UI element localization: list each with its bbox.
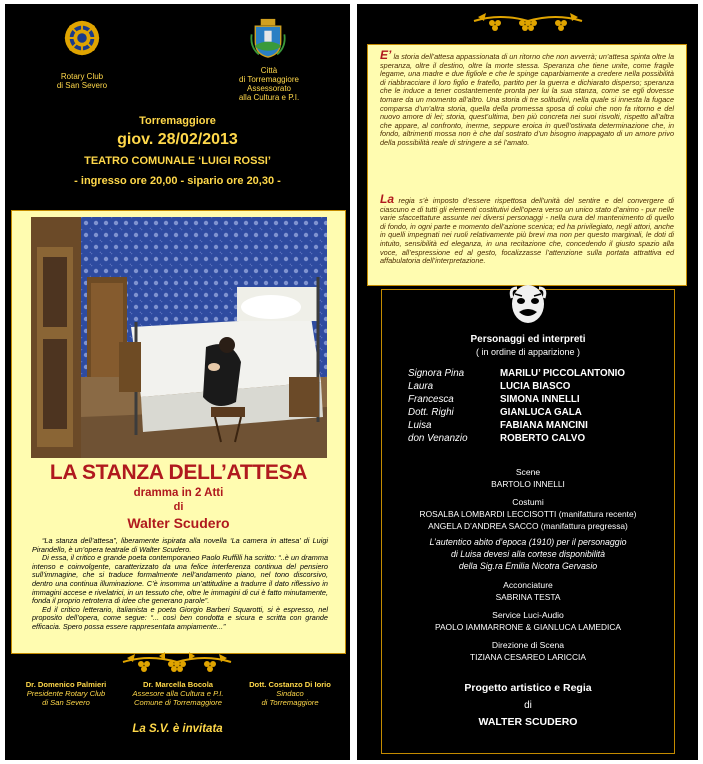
direzione-heading: Direzione di Scena bbox=[491, 640, 565, 650]
acconciature-heading: Acconciature bbox=[503, 580, 553, 590]
play-description bbox=[32, 537, 328, 632]
acconciature-value: SABRINA TESTA bbox=[495, 592, 561, 602]
venue: TEATRO COMUNALE ‘LUIGI ROSSI’ bbox=[84, 155, 271, 167]
event-date: giov. 28/02/2013 bbox=[117, 131, 238, 148]
synopsis-paragraph-2: La regia s’è imposto d’essere rispettosa dell’unità del sentire e del convergere di ciascuno e di tutti gli elementi costitutivi dell’opera verso un unico stato d’animo - pur nelle varie sfaccettature assunte nei diversi personaggi - nella cura del mantenimento di quello di fondo, in ogni parte e momento dell’azione scenica; ed ha privilegiato, negli attori, anche in quelli impegnati nei ruoli relativamente più brevi ma non per questo marginali, le doti di intuito, sensibilità ed eleganza, in una recitazione che, concedendo il giusto spazio alla voce, all’espressione ed al gesto, focalizzasse l’attenzione sulla portata attrattiva ed affabulatoria dell’interpretazione. bbox=[380, 192, 674, 266]
luci-value: PAOLO IAMMARRONE & GIANLUCA LAMEDICA bbox=[435, 622, 621, 632]
grapes-ornament-icon bbox=[119, 652, 235, 674]
grapes-ornament-top-icon bbox=[470, 10, 586, 34]
scene-value: BARTOLO INNELLI bbox=[491, 479, 565, 489]
cast-subheading: ( in ordine di apparizione ) bbox=[475, 347, 581, 357]
signature-bocola: Dr. Marcella Bocola Assesore alla Cultura e P.I. Comune di Torremaggiore bbox=[132, 680, 224, 707]
play-author: Walter Scudero bbox=[127, 515, 230, 531]
description-paragraph-3: Ed il critico letterario, italianista e poeta Giorgio Barberi Squarotti, si è espresso, nel proposito dell’opera, come segue: “... così ben condotta e sicura e scritta con grande efficacia. Spero possa essere rappresentata ampiamente...” bbox=[32, 604, 328, 631]
rotary-caption: Rotary Club di San Severo bbox=[56, 72, 108, 90]
costumi-value-1: ROSALBA LOMBARDI LECCISOTTI (manifattura recente) bbox=[419, 509, 637, 519]
signature-di-iorio: Dott. Costanzo Di Iorio Sindaco di Torremaggiore bbox=[249, 680, 331, 707]
painting-image bbox=[31, 217, 327, 458]
direzione-value: TIZIANA CESAREO LARICCIA bbox=[470, 652, 586, 662]
left-panel bbox=[5, 4, 350, 760]
author-di: di bbox=[173, 501, 184, 513]
theatre-mask-icon bbox=[509, 284, 547, 326]
play-subtitle: dramma in 2 Atti bbox=[133, 487, 224, 499]
signature-palmieri: Dr. Domenico Palmieri Presidente Rotary Club di San Severo bbox=[25, 680, 107, 707]
rotary-logo bbox=[63, 18, 101, 58]
progetto-di: di bbox=[524, 700, 532, 711]
abito-note-2: di Luisa devesi alla cortese disponibilità bbox=[450, 549, 606, 559]
synopsis-card bbox=[367, 44, 687, 286]
luci-heading: Service Luci-Audio bbox=[492, 610, 564, 620]
abito-note-3: della Sig.ra Emilia Nicotra Gervasio bbox=[458, 561, 598, 571]
invite-text: La S.V. è invitata bbox=[132, 723, 223, 735]
synopsis-paragraph-1: E’ la storia dell’attesa appassionata di un ritorno che non avverrà; un’attesa spinta oltre la speranza, oltre il destino, oltre la morte stessa. Speranza che tiene unite, come fragile legame, una madre e due figliole e che le spinge caparbiamente a credere nella possibilità di riabbracciare il loro figlio e fratello, partito per la guerra e dichiarato disperso; speranza che le induce a tener costantemente pronta per lui la sua stanza, come se egli dovesse tornare da un momento all’altro. Una storia di tre solitudini, nella quale si innesta la fugace comparsa d’un’altra storia, quella della promessa sposa di colui che non fa ritorno e del nuovo amore di lei; storia, quest’ultima, ben più concreta nei suoi risvolti, rispetto all’altra che appare, al confronto, inerme, seppure eroica in quell’ostinata determinazione che, in fondo, altrimenti mossa non è che dal sostrato d’un bisogno inappagato di un amore privo della possibilità reale di stringere a sé l’amato. bbox=[380, 48, 675, 147]
cast-heading: Personaggi ed interpreti bbox=[470, 334, 586, 345]
cast-box: Personaggi ed interpreti ( in ordine di apparizione ) Signora Pina MARILU’ PICCOLANTONIO Laura LUCIA BIASCO Francesca SIMONA INNELLI Dott. Righi GIANLUCA GALA Luisa FABIANA MANCINI don Venanzio ROBERTO CALVO Scene BARTOLO INNELLI Costumi ROSALBA LOMBARDI LECCISOTTI (manifattura recente) ANGELA D’ANDREA SACCO (manifattura pregressa) L’autentico abito d’epoca (1910) per il personaggio di Luisa devesi alla cortese disponibilità della Sig.ra Emilia Nicotra Gervasio Acconciature SABRINA TESTA Service Luci-Audio PAOLO IAMMARRONE & GIANLUCA LAMEDICA Direzione di Scena TIZIANA CESAREO LARICCIA Progetto artistico e Regia di WALTER SCUDERO bbox=[381, 289, 675, 754]
costumi-heading: Costumi bbox=[512, 497, 544, 507]
show-times: - ingresso ore 20,00 - sipario ore 20,30 - bbox=[74, 175, 281, 187]
play-card bbox=[11, 210, 346, 654]
abito-note-1: L’autentico abito d’epoca (1910) per il personaggio bbox=[429, 537, 627, 547]
description-paragraph-1: “La stanza dell’attesa”, liberamente ispirata alla novella ‘La camera in attesa’ di Luigi Pirandello, è un’opera teatrale di Walter Scudero. bbox=[32, 536, 328, 554]
progetto-heading: Progetto artistico e Regia bbox=[464, 682, 592, 694]
location: Torremaggiore bbox=[139, 115, 216, 127]
description-paragraph-2: Di essa, il critico e grande poeta contemporaneo Paolo Ruffilli ha scritto: “..è un dramma intenso e coinvolgente, caratterizzato da una felice interferenza continua del pensiero sull’immagine, che si traduce formalmente nell’andamento piano, nel tono discorsivo, dentro una continua illuminazione. C’è insomma un’attitudine a tradurre il dato riflessivo in immagini accese e rivelatrici, in un tessuto che, oltre le immagini di cui è fatto minutamente, fonda il proprio retroterra di idee che generano parole”. bbox=[32, 553, 328, 606]
play-title: LA STANZA DELL’ATTESA bbox=[49, 461, 308, 484]
progetto-name: WALTER SCUDERO bbox=[478, 716, 578, 728]
city-crest bbox=[249, 18, 287, 58]
right-panel bbox=[357, 4, 698, 760]
city-caption: Città di Torremaggiore Assessorato alla Cultura e P.I. bbox=[238, 66, 300, 102]
costumi-value-2: ANGELA D’ANDREA SACCO (manifattura pregressa) bbox=[428, 521, 628, 531]
scene-heading: Scene bbox=[515, 467, 541, 477]
